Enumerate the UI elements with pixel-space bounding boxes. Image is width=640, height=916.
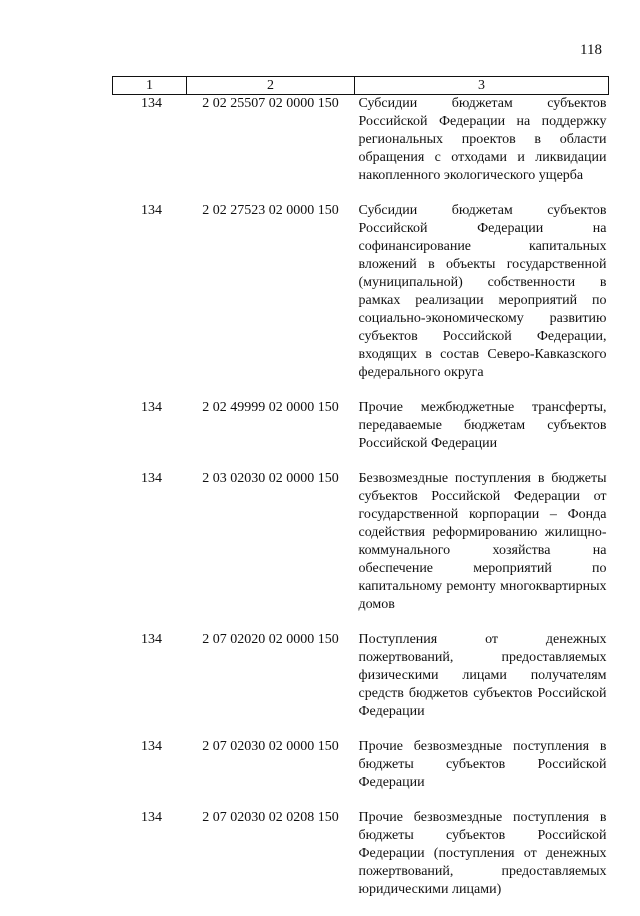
admin-code-cell: 134	[141, 96, 162, 111]
description-cell: Прочие безвозмездные поступления в бюджеты субъектов Российской Федерации	[358, 739, 607, 790]
table-row	[113, 738, 609, 809]
admin-code-cell: 134	[141, 632, 162, 647]
budget-code-cell: 2 07 02030 02 0208 150	[202, 810, 339, 825]
description-cell: Субсидии бюджетам субъектов Российской Федерации на поддержку региональных проектов в области обращения с отходами и ликвидации накопленного экологического ущерба	[358, 96, 607, 183]
description-cell: Прочие безвозмездные поступления в бюджеты субъектов Российской Федерации (поступления от денежных пожертвований, предоставляемых юридическими лицами)	[358, 810, 607, 897]
budget-code-cell: 2 02 49999 02 0000 150	[202, 400, 339, 415]
budget-code-cell: 2 02 25507 02 0000 150	[202, 96, 339, 111]
page-number: 118	[580, 42, 602, 58]
budget-code-cell: 2 02 27523 02 0000 150	[202, 203, 339, 218]
budget-code-cell: 2 03 02030 02 0000 150	[202, 471, 339, 486]
table-row	[113, 470, 609, 631]
budget-code-table	[112, 76, 609, 916]
table-row	[113, 631, 609, 738]
column-header-1: 1	[113, 77, 187, 95]
description-cell: Поступления от денежных пожертвований, предоставляемых физическими лицами получателям средств бюджетов субъектов Российской Федерации	[358, 632, 607, 719]
description-cell: Безвозмездные поступления в бюджеты субъектов Российской Федерации от государственной корпорации – Фонда содействия реформированию жилищно-коммунального хозяйства на обеспечение мероприятий по капитальному ремонту многоквартирных домов	[358, 471, 607, 612]
table-row	[113, 202, 609, 399]
admin-code-cell: 134	[141, 400, 162, 415]
admin-code-cell: 134	[141, 810, 162, 825]
table-row	[113, 809, 609, 916]
column-header-3: 3	[355, 77, 609, 95]
budget-code-cell: 2 07 02030 02 0000 150	[202, 739, 339, 754]
description-cell: Прочие межбюджетные трансферты, передаваемые бюджетам субъектов Российской Федерации	[358, 400, 607, 451]
admin-code-cell: 134	[141, 739, 162, 754]
admin-code-cell: 134	[141, 471, 162, 486]
description-cell: Субсидии бюджетам субъектов Российской Федерации на софинансирование капитальных вложений в объекты государственной (муниципальной) собственности в рамках реализации мероприятий по социально-экономическому развитию субъектов Российской Федерации, входящих в состав Северо-Кавказского федерального округа	[358, 203, 607, 380]
column-header-2: 2	[187, 77, 355, 95]
budget-code-cell: 2 07 02020 02 0000 150	[202, 632, 339, 647]
admin-code-cell: 134	[141, 203, 162, 218]
table-row	[113, 95, 609, 203]
table-row	[113, 399, 609, 470]
table-header-row	[113, 77, 609, 95]
